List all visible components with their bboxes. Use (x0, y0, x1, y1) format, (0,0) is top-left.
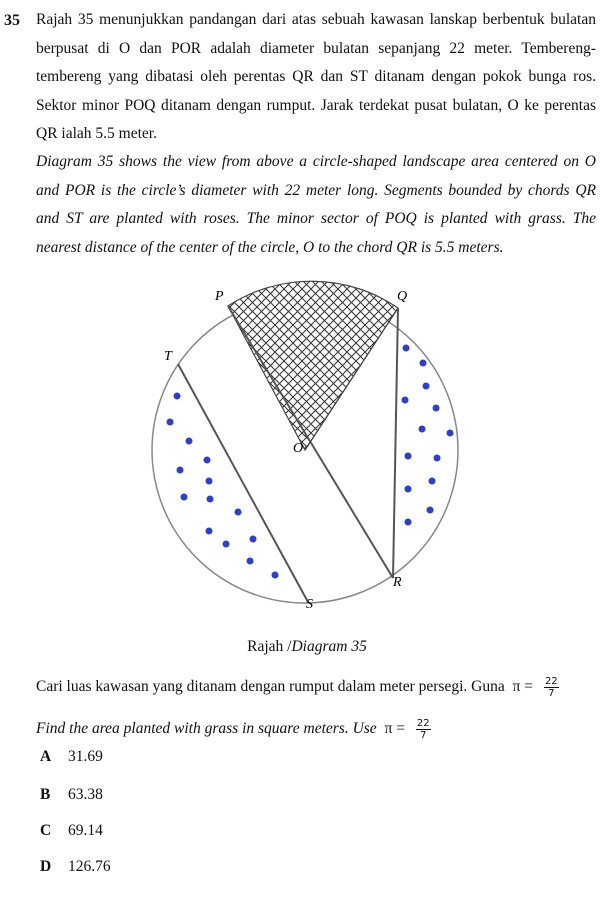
question-text-english: Diagram 35 shows the view from above a circle-shaped landscape area centered on O and POR is the circle’s diameter with 22 meter long. Segments bounded by chords QR and ST are planted with roses. The minor sector of POQ is planted with grass. The nearest distance of the center of the circle, O to the chord QR is 5.5 meters. (36, 153, 596, 256)
rose-dot (420, 360, 427, 367)
label-t: T (164, 349, 172, 364)
rose-dot (427, 507, 434, 514)
prompt-english: Find the area planted with grass in square meters. Use (36, 720, 377, 738)
pi-denominator-english: 7 (420, 730, 427, 741)
pi-numerator-english: 22 (416, 718, 430, 729)
rose-dot (186, 438, 193, 445)
rose-dot (177, 467, 184, 474)
label-q: Q (397, 289, 408, 304)
pi-symbol-english: π = (384, 720, 406, 738)
rose-dot (235, 509, 242, 516)
option-value: 69.14 (68, 822, 103, 839)
question-text-malay: Rajah 35 menunjukkan pandangan dari atas sebuah kawasan lanskap berbentuk bulatan berpusat di O dan POR adalah diameter bulatan sepanjang 22 meter. Tembereng-tembereng yang dibatasi oleh perentas QR dan ST ditanam dengan pokok bunga ros. Sektor minor POQ ditanam dengan rumput. Jarak terdekat pusat bulatan, O ke perentas QR ialah 5.5 meter. (36, 11, 596, 142)
question-number: 35 (4, 12, 20, 29)
prompt-malay-line (36, 676, 559, 699)
option-a[interactable] (40, 748, 103, 766)
rose-dot (419, 426, 426, 433)
rose-dot (204, 457, 211, 464)
option-b[interactable] (40, 786, 103, 804)
rose-dot (403, 345, 410, 352)
rose-dot (433, 405, 440, 412)
option-d[interactable] (40, 858, 111, 876)
option-value: 126.76 (68, 858, 111, 875)
pi-symbol: π = (512, 678, 534, 696)
rose-dot (423, 383, 430, 390)
label-r: R (393, 575, 402, 590)
rose-dot (434, 455, 441, 462)
option-value: 31.69 (68, 748, 103, 765)
rose-dot (402, 397, 409, 404)
diagram-caption (0, 638, 614, 656)
caption-malay: Rajah / (247, 638, 292, 655)
rose-dot (167, 419, 174, 426)
rose-dot (206, 478, 213, 485)
option-letter: D (40, 858, 52, 875)
rose-dot (405, 453, 412, 460)
pi-fraction-english (416, 718, 431, 741)
prompt-malay: Cari luas kawasan yang ditanam dengan rumput dalam meter persegi. Guna (36, 678, 505, 696)
label-o: O (293, 441, 304, 456)
label-s: S (306, 597, 313, 612)
rose-dot (429, 478, 436, 485)
circle-diagram (140, 280, 480, 615)
rose-dot (272, 572, 279, 579)
pi-denominator: 7 (548, 688, 555, 699)
pi-fraction (544, 676, 559, 699)
caption-english: Diagram 35 (291, 638, 367, 655)
option-c[interactable] (40, 822, 103, 840)
prompt-english-line (36, 718, 431, 741)
rose-dot (207, 496, 214, 503)
label-p: P (215, 289, 224, 304)
rose-dot (405, 519, 412, 526)
rose-dot (223, 541, 230, 548)
option-letter: C (40, 822, 52, 839)
rose-dot (250, 536, 257, 543)
option-letter: A (40, 748, 52, 765)
rose-dot (206, 528, 213, 535)
rose-dot (447, 430, 454, 437)
rose-dot (405, 486, 412, 493)
rose-dot (247, 558, 254, 565)
rose-dot (181, 494, 188, 501)
option-value: 63.38 (68, 786, 103, 803)
pi-numerator: 22 (544, 676, 558, 687)
option-letter: B (40, 786, 51, 803)
rose-dot (174, 393, 181, 400)
